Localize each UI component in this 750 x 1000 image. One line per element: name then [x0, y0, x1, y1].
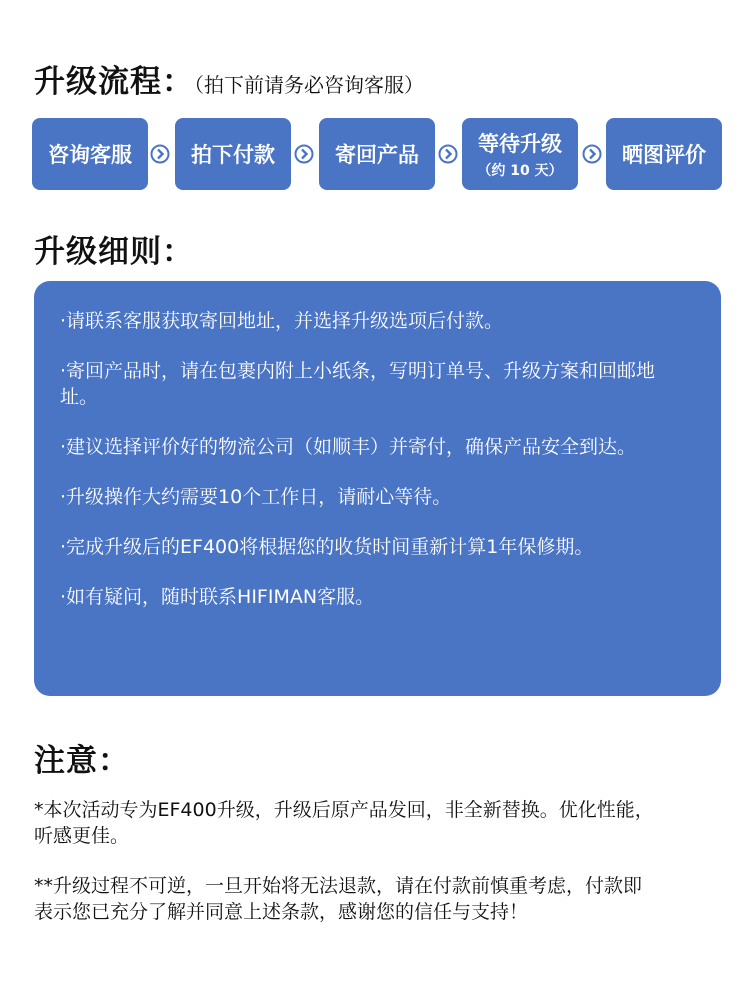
rule-item: ·升级操作大约需要10个工作日，请耐心等待。 — [60, 486, 452, 508]
rule-item: ·建议选择评价好的物流公司（如顺丰）并寄付，确保产品安全到达。 — [60, 436, 637, 458]
rules-panel — [34, 281, 721, 696]
upgrade-flow — [32, 118, 722, 190]
flow-step-label: 拍下付款 — [191, 143, 275, 167]
rule-item: ·寄回产品时，请在包裹内附上小纸条，写明订单号、升级方案和回邮地址。 — [60, 360, 656, 408]
rules-title: 升级细则： — [34, 234, 194, 270]
flow-step-return — [319, 118, 435, 190]
flow-step-label: 寄回产品 — [335, 143, 419, 167]
notice-title: 注意： — [34, 743, 130, 779]
rule-item: ·请联系客服获取寄回地址，并选择升级选项后付款。 — [60, 310, 504, 332]
flow-step-label: 等待升级 — [478, 132, 562, 156]
notice-item: **升级过程不可逆，一旦开始将无法退款，请在付款前慎重考虑，付款即表示您已充分了解并同意上述条款，感谢您的信任与支持！ — [34, 875, 643, 923]
flow-step-label: 咨询客服 — [48, 143, 132, 167]
flow-step-pay — [175, 118, 291, 190]
circle-chevron-right-icon — [582, 144, 602, 164]
flow-step-note: （约 10 天） — [477, 163, 563, 179]
rule-item: ·完成升级后的EF400将根据您的收货时间重新计算1年保修期。 — [60, 536, 594, 558]
flow-step-review — [606, 118, 722, 190]
rule-item: ·如有疑问，随时联系HIFIMAN客服。 — [60, 586, 375, 608]
flow-title-text: 升级流程： — [34, 64, 194, 100]
flow-step-label: 晒图评价 — [622, 143, 706, 167]
flow-step-consult — [32, 118, 148, 190]
circle-chevron-right-icon — [150, 144, 170, 164]
flow-step-wait — [462, 118, 578, 190]
circle-chevron-right-icon — [438, 144, 458, 164]
circle-chevron-right-icon — [294, 144, 314, 164]
flow-subtitle: （拍下前请务必咨询客服） — [194, 73, 424, 97]
notice-item: *本次活动专为EF400升级，升级后原产品发回，非全新替换。优化性能，听感更佳。 — [34, 799, 654, 847]
flow-title — [34, 56, 424, 101]
